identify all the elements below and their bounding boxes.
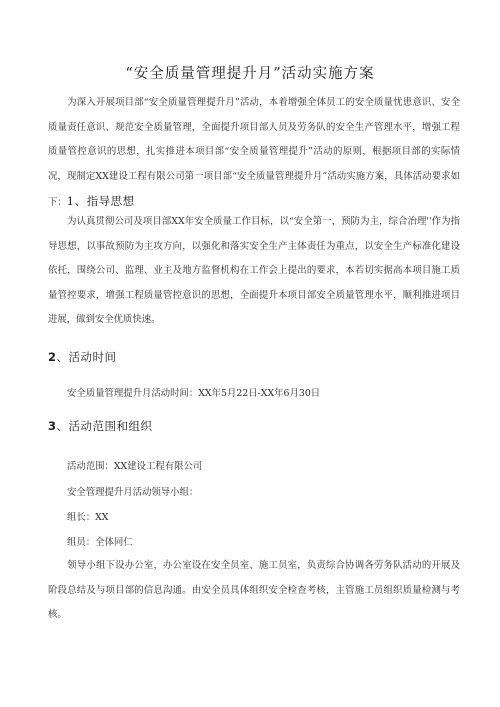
section2-number: 2 <box>48 350 57 364</box>
section1-text: 为认真贯彻公司及项目部XX年安全质量工作目标，以“安全第一，预防为主，综合治理''作为指导思想，以事故预防为主攻方向，以强化和落实安全生产主体责任为重点，以安全生产标准化建设依托，围绕公司、监理、业主及地方监督机构在工作会上提出的要求，本若切实据高本项目施工质量管控要求，增强工程质量管控意识的思想，全面提升本项目部安全质量管理水平，顺利推进项目进展，做到安全优质快速。 <box>48 216 460 325</box>
intro-paragraph <box>48 91 460 216</box>
section3-leader: 组长：XX <box>67 512 109 523</box>
document-title: “安全质量管理提升月”活动实施方案 <box>125 66 375 82</box>
section1-heading: 1、指导思想 <box>66 194 135 208</box>
section3-number: 3 <box>48 419 57 433</box>
section2-title: 、活动时间 <box>56 350 117 364</box>
section3-group: 安全管理提升月活动领导小组： <box>67 487 199 498</box>
section2-time: 安全质量管理提升月活动时间：XX年5月22日-XX年6月30日 <box>67 388 321 399</box>
section3-scope: 活动范围：XX建设工程有限公司 <box>67 461 203 472</box>
section3-text: 领导小组下设办公室，办公室设在安全员室、施工员室，负责综合协调各劳务队活动的开展及阶段总结及与项目部的信息沟通。由安全员具体组织安全检查考核，主管施工员组织质量检测与考核。 <box>48 560 460 620</box>
section3-heading <box>48 418 153 434</box>
section3-paragraph <box>48 554 460 628</box>
section2-heading <box>48 349 117 365</box>
intro-text: 为深入开展项目部“安全质量管理提升月”活动，本着增强全体员工的安全质量忧患意识、安全质量责任意识、规范安全质量管理，全面提升项目部人员及劳务队的安全生产管理水平，增强工程质量管控意识的思想，扎实推进本项目部“安全质量管理提升”活动的原则，根据项目部的实际情况，现制定XX建设工程有限公司第一项目部“安全质量管理提升月”活动实施方案，具体活动要求如下： <box>48 97 460 208</box>
section3-members: 组员：全体同仁 <box>67 537 133 548</box>
section1-paragraph <box>48 210 460 333</box>
section3-title: 、活动范围和组织 <box>56 419 153 433</box>
